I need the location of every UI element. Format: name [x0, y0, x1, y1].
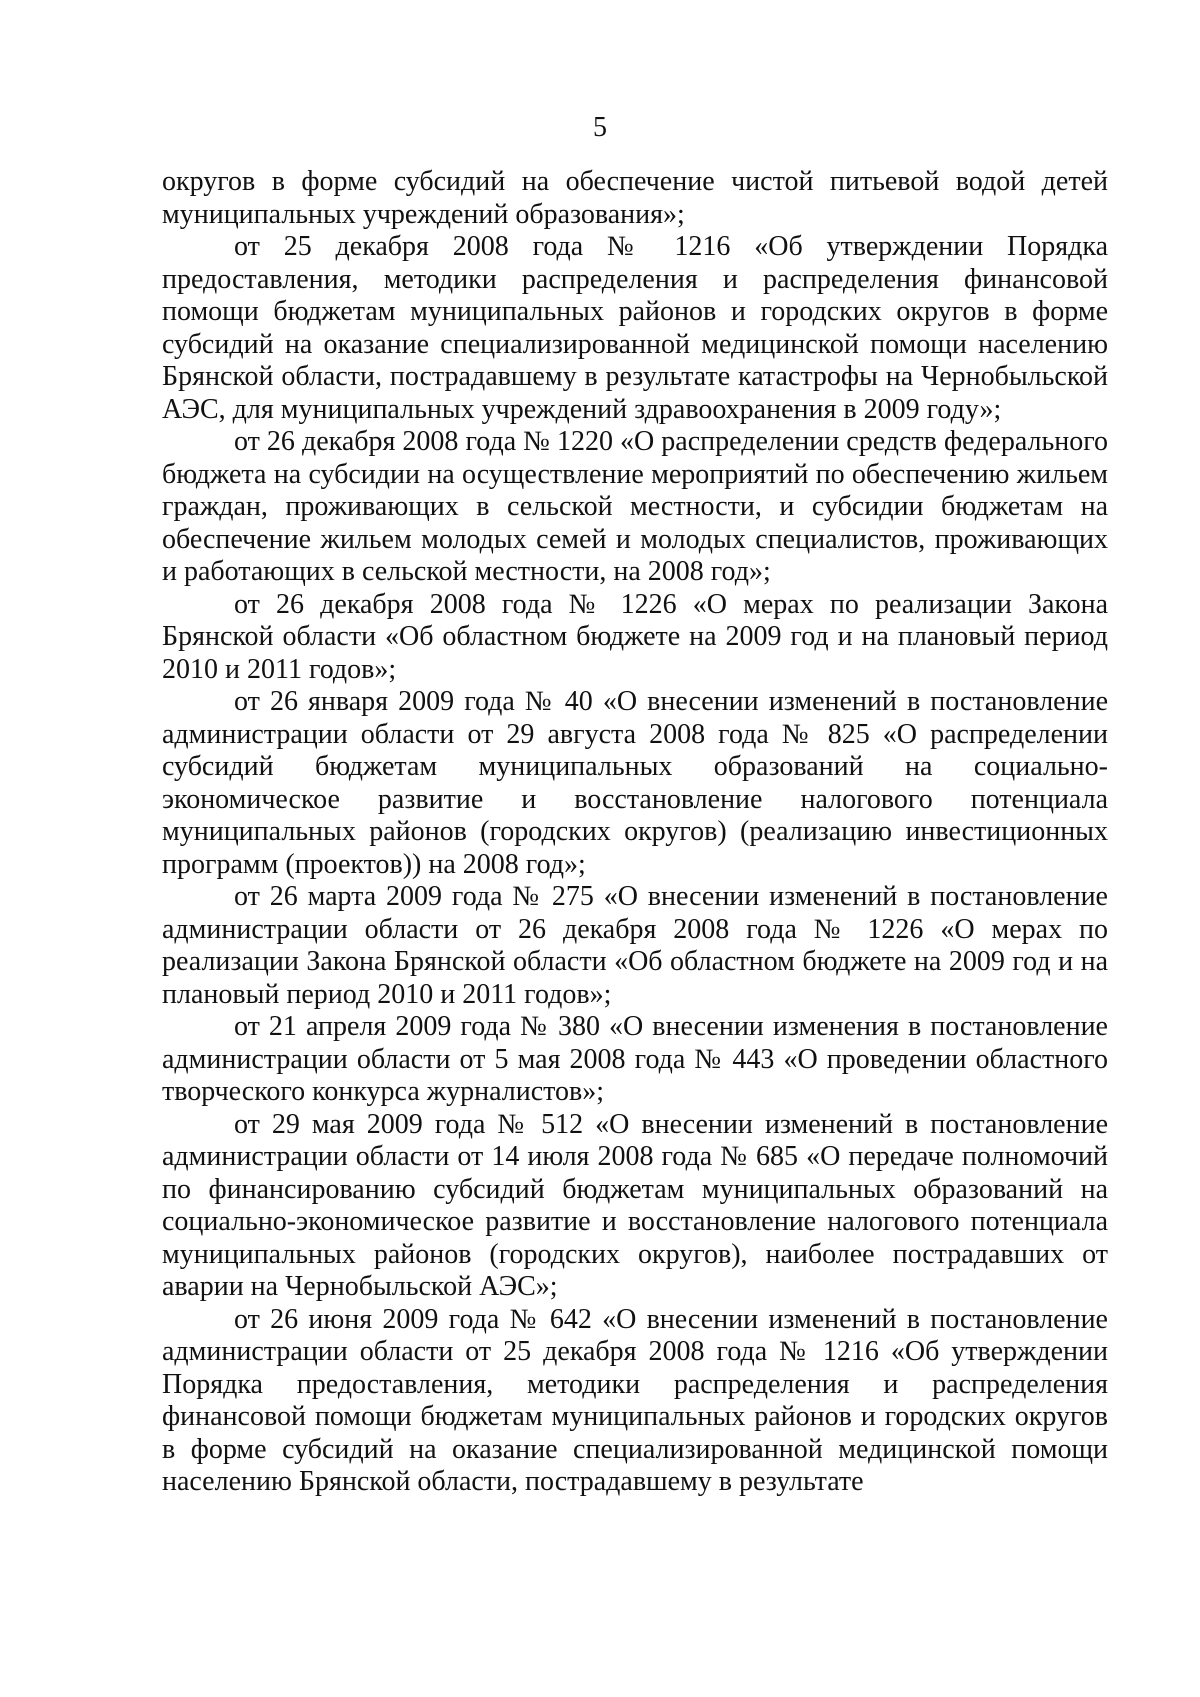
- document-body: [162, 166, 1108, 1499]
- page-number: 5: [593, 112, 607, 143]
- paragraph-decree-642: от 26 июня 2009 года № 642 «О внесении изменений в постановление администрации области от 25 декабря 2008 года № 1216 «Об утверждении Порядка предоставления, методики распределения и распределения финансовой помощи бюджетам муниципальных районов и городских округов в форме субсидий на оказание специализированной медицинской помощи населению Брянской области, пострадавшему в результате: [162, 1303, 1108, 1497]
- paragraph-decree-380: от 21 апреля 2009 года № 380 «О внесении изменения в постановление администрации области от 5 мая 2008 года № 443 «О проведении областного творческого конкурса журналистов»;: [162, 1011, 1108, 1107]
- paragraph-decree-1216: от 25 декабря 2008 года № 1216 «Об утверждении Порядка предоставления, методики распределения и распределения финансовой помощи бюджетам муниципальных районов и городских округов в форме субсидий на оказание специализированной медицинской помощи населению Брянской области, пострадавшему в результате катастрофы на Чернобыльской АЭС, для муниципальных учреждений здравоохранения в 2009 году»;: [162, 231, 1108, 425]
- paragraph-decree-1226: от 26 декабря 2008 года № 1226 «О мерах по реализации Закона Брянской области «Об областном бюджете на 2009 год и на плановый период 2010 и 2011 годов»;: [162, 588, 1108, 685]
- paragraph-decree-1220: от 26 декабря 2008 года № 1220 «О распределении средств федерального бюджета на субсидии на осуществление мероприятий по обеспечению жильем граждан, проживающих в сельской местности, и субсидии бюджетам на обеспечение жильем молодых семей и молодых специалистов, проживающих и работающих в сельской местности, на 2008 год»;: [162, 426, 1108, 587]
- paragraph-continuation: округов в форме субсидий на обеспечение чистой питьевой водой детей муниципальных учреждений образования»;: [162, 166, 1108, 230]
- paragraph-decree-275: от 26 марта 2009 года № 275 «О внесении изменений в постановление администрации области от 26 декабря 2008 года № 1226 «О мерах по реализации Закона Брянской области «Об областном бюджете на 2009 год и на плановый период 2010 и 2011 годов»;: [162, 881, 1108, 1010]
- paragraph-decree-512: от 29 мая 2009 года № 512 «О внесении изменений в постановление администрации области от 14 июля 2008 года № 685 «О передаче полномочий по финансированию субсидий бюджетам муниципальных образований на социально-экономическое развитие и восстановление налогового потенциала муниципальных районов (городских округов), наиболее пострадавших от аварии на Чернобыльской АЭС»;: [162, 1108, 1108, 1302]
- paragraph-decree-40: от 26 января 2009 года № 40 «О внесении изменений в постановление администрации области от 29 августа 2008 года № 825 «О распределении субсидий бюджетам муниципальных образований на социально-экономическое развитие и восстановление налогового потенциала муниципальных районов (городских округов) (реализацию инвестиционных программ (проектов)) на 2008 год»;: [162, 686, 1108, 880]
